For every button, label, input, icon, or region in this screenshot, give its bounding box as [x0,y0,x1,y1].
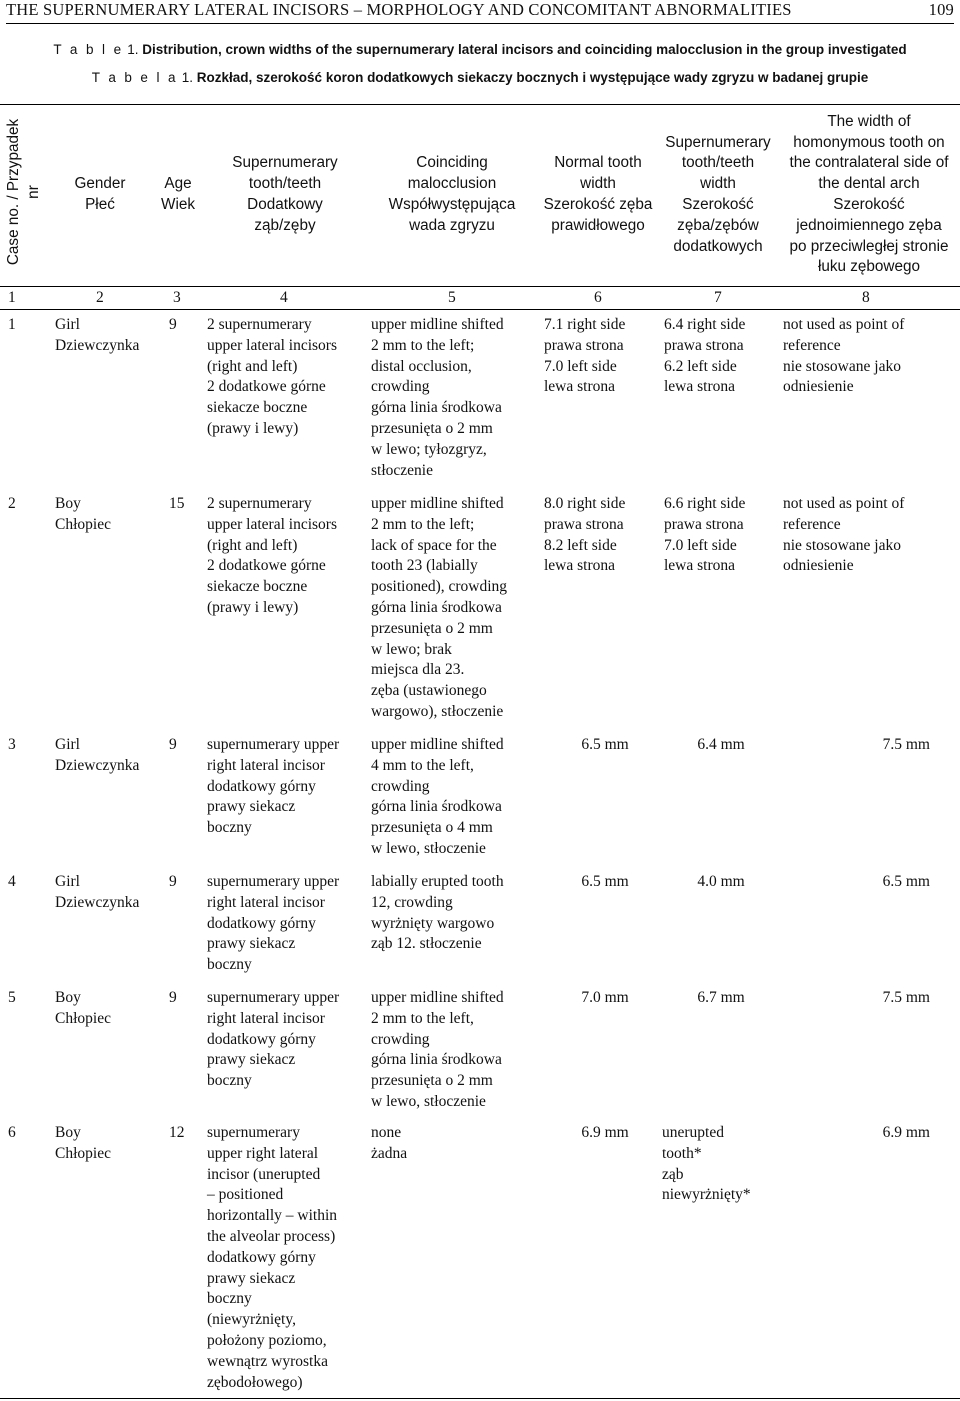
cell-supernumerary-tooth: supernumerary upper right lateral incisor dodatkowy górny prawy siekacz boczny [207,989,340,1090]
column-number-row [0,286,960,310]
cell-supernumerary-tooth: 2 supernumerary upper lateral incisors (right and left) 2 dodatkowe górne siekacze boczne (prawy i lewy) [207,495,337,616]
caption-pl-number: 1. [181,70,193,85]
column-number: 6 [594,289,602,306]
cell-malocclusion: upper midline shifted 2 mm to the left; lack of space for the tooth 23 (labially positioned), crowding górna linia środkowa przesunięta o 2 mm w lewo; brak miejsca dla 23. zęba (ustawionego wargowo), stłoczenie [371,495,508,720]
cell-age: 9 [169,989,177,1006]
cell-supernumerary-tooth: supernumerary upper right lateral incisor dodatkowy górny prawy siekacz boczny [207,736,340,837]
caption-en-label: T a b l e [53,42,124,57]
header-malocclusion [366,104,538,286]
cell-normal-width: 6.5 mm [581,873,629,890]
column-number: 3 [173,289,181,306]
caption-pl-label: T a b e l a [91,70,178,85]
header-contralateral-width-label: The width of homonymous tooth on the contralateral side of the dental arch Szerokość jednoimiennego zęba po przeciwległej stronie łuku zębowego [789,112,949,276]
cell-case-no: 6 [8,1124,16,1141]
cell-age: 9 [169,736,177,753]
header-gender-label: Gender Płeć [74,175,126,213]
cell-case-no: 1 [8,316,16,333]
cell-supernumerary-width: 6.6 right side prawa strona 7.0 left side lewa strona [664,495,746,575]
cell-supernumerary-width: 6.4 right side prawa strona 6.2 left side lewa strona [664,316,746,396]
column-number: 4 [280,289,288,306]
cell-case-no: 5 [8,989,16,1006]
cell-case-no: 2 [8,495,16,512]
cell-age: 12 [169,1124,185,1141]
cell-case-no: 4 [8,873,16,890]
cell-case-no: 3 [8,736,16,753]
cell-malocclusion: none żadna [371,1124,408,1162]
cell-gender: Girl Dziewczynka [55,873,140,911]
cell-malocclusion: upper midline shifted 2 mm to the left, crowding górna linia środkowa przesunięta o 2 mm w lewo, stłoczenie [371,989,504,1110]
cell-age: 9 [169,316,177,333]
cell-supernumerary-width: 4.0 mm [697,873,745,890]
running-head-title: THE SUPERNUMERARY LATERAL INCISORS – MORPHOLOGY AND CONCOMITANT ABNORMALITIES [6,0,792,19]
header-contralateral-width [778,104,960,286]
cell-gender: Girl Dziewczynka [55,316,140,354]
header-normal-width-label: Normal tooth width Szerokość zęba prawidłowego [543,154,653,234]
cell-contralateral-width: 7.5 mm [882,736,930,753]
column-number: 2 [96,289,104,306]
header-malocclusion-label: Coinciding malocclusion Współwystępująca wada zgryzu [388,154,516,234]
cell-contralateral-width: 7.5 mm [882,989,930,1006]
cell-normal-width: 8.0 right side prawa strona 8.2 left side lewa strona [544,495,626,575]
column-number: 1 [8,289,16,306]
cell-gender: Boy Chłopiec [55,989,111,1027]
cell-contralateral-width: not used as point of reference nie stosowane jako odniesienie [783,316,905,396]
column-number: 5 [448,289,456,306]
header-age [152,104,204,286]
cell-age: 9 [169,873,177,890]
page-number: 109 [928,0,954,19]
cell-contralateral-width: not used as point of reference nie stosowane jako odniesienie [783,495,905,575]
cell-supernumerary-tooth: supernumerary upper right lateral incisor (unerupted – positioned horizontally – within the alveolar process) dodatkowy górny prawy siekacz boczny (niewyrżnięty, położony poziomo, wewnątrz wyrostka zębodołowego) [207,1124,338,1391]
cell-supernumerary-width: 6.4 mm [697,736,745,753]
cell-supernumerary-width: 6.7 mm [697,989,745,1006]
header-supernumerary-width [658,104,778,286]
cell-gender: Girl Dziewczynka [55,736,140,774]
table-caption-pl [0,70,960,85]
table-header-row [0,104,960,286]
cell-contralateral-width: 6.5 mm [882,873,930,890]
header-age-label: Age Wiek [161,175,195,213]
header-supernumerary-tooth-label: Supernumerary tooth/teeth Dodatkowy ząb/zęby [232,154,338,234]
cell-normal-width: 7.1 right side prawa strona 7.0 left side lewa strona [544,316,626,396]
column-number: 8 [862,289,870,306]
cell-normal-width: 6.9 mm [581,1124,629,1141]
cell-supernumerary-tooth: supernumerary upper right lateral incisor dodatkowy górny prawy siekacz boczny [207,873,340,974]
table-bottom-rule [0,1398,960,1399]
cell-malocclusion: labially erupted tooth 12, crowding wyrżnięty wargowo ząb 12. stłoczenie [371,873,504,953]
cell-malocclusion: upper midline shifted 2 mm to the left; distal occlusion, crowding górna linia środkowa przesunięta o 2 mm w lewo; tyłozgryz, stłoczenie [371,316,504,479]
header-case-no [0,104,48,286]
cell-gender: Boy Chłopiec [55,495,111,533]
header-case-no-label: Case no. / Przypadek nr [5,118,42,266]
header-normal-width [538,104,658,286]
cell-normal-width: 7.0 mm [581,989,629,1006]
cell-malocclusion: upper midline shifted 4 mm to the left, crowding górna linia środkowa przesunięta o 4 mm w lewo, stłoczenie [371,736,504,857]
running-head [6,0,954,24]
caption-en-text: Distribution, crown widths of the supernumerary lateral incisors and coinciding malocclusion in the group investigated [142,42,907,57]
caption-pl-text: Rozkład, szerokość koron dodatkowych siekaczy bocznych i występujące wady zgryzu w badanej grupie [196,70,869,85]
cell-gender: Boy Chłopiec [55,1124,111,1162]
cell-contralateral-width: 6.9 mm [882,1124,930,1141]
header-supernumerary-tooth [204,104,366,286]
cell-supernumerary-tooth: 2 supernumerary upper lateral incisors (right and left) 2 dodatkowe górne siekacze boczne (prawy i lewy) [207,316,337,437]
header-supernumerary-width-label: Supernumerary tooth/teeth width Szerokość zęba/zębów dodatkowych [665,133,771,255]
cell-normal-width: 6.5 mm [581,736,629,753]
cell-age: 15 [169,495,185,512]
running-head-rule [6,23,954,24]
column-number: 7 [714,289,722,306]
cell-supernumerary-width: unerupted tooth* ząb niewyrżnięty* [662,1124,751,1204]
caption-en-number: 1. [127,42,139,57]
table-caption-en [0,42,960,57]
header-gender [48,104,152,286]
